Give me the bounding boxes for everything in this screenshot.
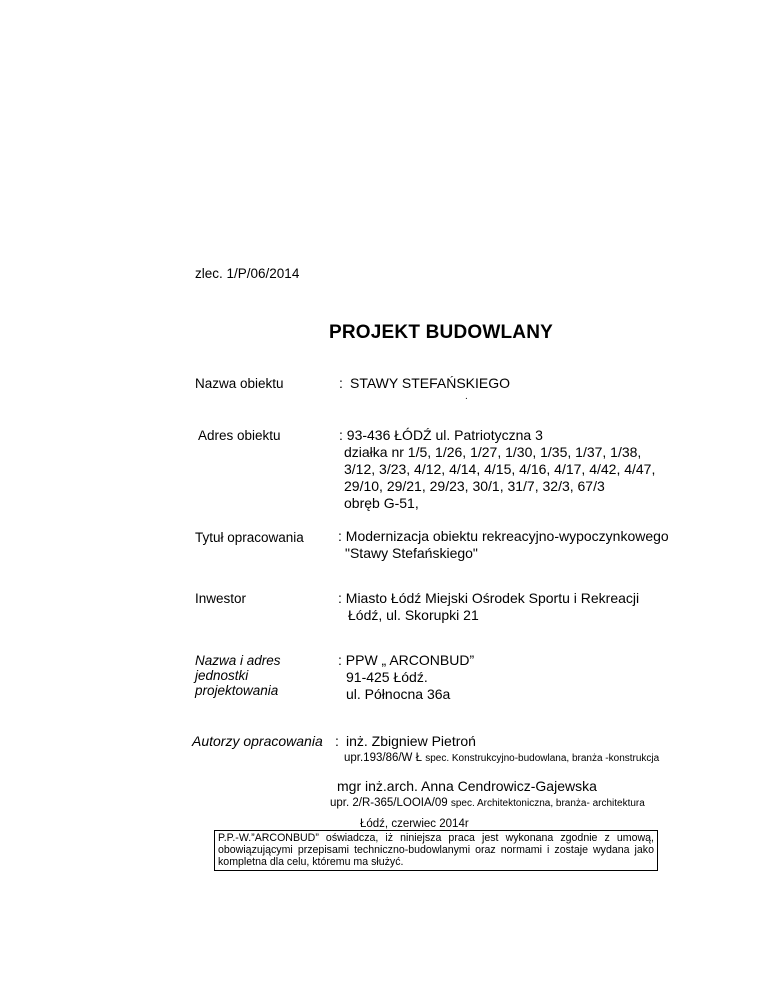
object-address-line: : 93-436 ŁÓDŹ ul. Patriotyczna 3 bbox=[339, 427, 543, 443]
work-title-block bbox=[338, 528, 669, 562]
author2-credentials bbox=[330, 796, 645, 810]
design-unit-label bbox=[195, 653, 281, 698]
investor-line: : Miasto Łódź Miejski Ośrodek Sportu i Rekreacji bbox=[338, 590, 640, 606]
object-address-line: działka nr 1/5, 1/26, 1/27, 1/30, 1/35, 1/37, 1/38, bbox=[344, 444, 642, 460]
design-unit-line: ul. Północna 36a bbox=[346, 686, 451, 702]
document-title: PROJEKT BUDOWLANY bbox=[329, 322, 554, 343]
author1-license: upr.193/86/W Ł bbox=[344, 752, 422, 764]
object-address-block bbox=[339, 427, 655, 512]
authors-sep: : bbox=[335, 733, 339, 749]
object-name-value: STAWY STEFAŃSKIEGO bbox=[350, 375, 510, 391]
design-unit-label-line: projektowania bbox=[195, 683, 279, 698]
statement-notice-text: P.P.-W.”ARCONBUD” oświadcza, iż niniejsza praca jest wykonana zgodnie z umową, obowiązującymi przepisami techniczno-budowlanymi oraz normami i zostaje wydana jako kompletna dla celu, któremu ma służyć. bbox=[218, 832, 654, 868]
statement-notice-box bbox=[214, 830, 658, 871]
author1-spec: spec. Konstrukcyjno-budowlana, branża -konstrukcja bbox=[425, 753, 660, 764]
author2-license: upr. 2/R-365/LOOIA/09 bbox=[330, 797, 448, 809]
work-title-label: Tytuł opracowania bbox=[195, 530, 304, 545]
design-unit-label-line: jednostki bbox=[195, 668, 249, 683]
author1-credentials bbox=[344, 751, 659, 765]
work-title-line: : Modernizacja obiektu rekreacyjno-wypoczynkowego bbox=[338, 528, 669, 544]
design-unit-block bbox=[338, 652, 474, 703]
design-unit-line: 91-425 Łódź. bbox=[346, 669, 428, 685]
object-name-label: Nazwa obiektu bbox=[195, 376, 284, 391]
investor-label: Inwestor bbox=[195, 591, 247, 606]
object-name-dot: . bbox=[465, 391, 468, 402]
design-unit-label-line: Nazwa i adres bbox=[195, 653, 281, 668]
object-address-line: 3/12, 3/23, 4/12, 4/14, 4/15, 4/16, 4/17, 4/42, 4/47, bbox=[344, 461, 656, 477]
investor-line: Łódź, ul. Skorupki 21 bbox=[348, 607, 479, 623]
place-date: Łódź, czerwiec 2014r bbox=[360, 818, 469, 830]
object-address-line: 29/10, 29/21, 29/23, 30/1, 31/7, 32/3, 67/3 bbox=[344, 478, 605, 494]
object-address-label: Adres obiektu bbox=[198, 428, 281, 443]
author2-spec: spec. Architektoniczna, branża- architektura bbox=[450, 798, 645, 809]
author2-name: mgr inż.arch. Anna Cendrowicz-Gajewska bbox=[337, 778, 597, 794]
authors-label: Autorzy opracowania bbox=[192, 733, 323, 749]
object-address-line: obręb G-51, bbox=[344, 495, 419, 511]
object-name-sep: : bbox=[339, 375, 343, 391]
work-title-line: "Stawy Stefańskiego" bbox=[345, 545, 478, 561]
order-number: zlec. 1/P/06/2014 bbox=[195, 266, 300, 281]
investor-block bbox=[338, 590, 639, 624]
design-unit-line: : PPW „ ARCONBUD” bbox=[338, 652, 475, 668]
author1-name: inż. Zbigniew Pietroń bbox=[346, 733, 476, 749]
